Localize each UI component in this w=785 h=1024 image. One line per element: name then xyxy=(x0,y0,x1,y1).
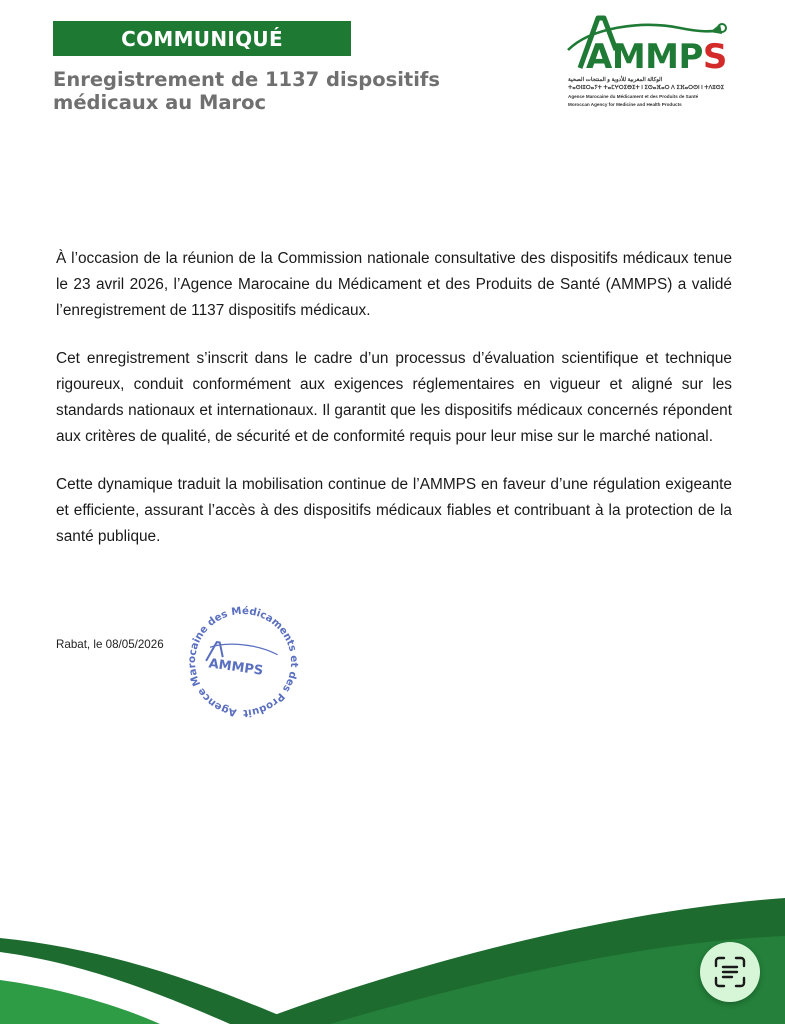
official-stamp xyxy=(176,598,310,726)
stamp-center-text: AMMPS xyxy=(207,656,265,679)
svg-text:Agence Marocaine des Médicamen xyxy=(176,598,299,718)
communique-body xyxy=(56,246,732,572)
logo-tifinagh-line: ⵜⴰⵙⵏⵓⵔⴰⵢⵜ ⵜⴰⵎⵖⵔⵉⴱⵉⵜ ⵏ ⵉⵙⴰⴼⴰⵔ ⴷ ⵉⴼⴰⵔⵙⵏ ⵏ ⵜⴷⵓⵙⵉ xyxy=(568,85,725,91)
paragraph-3: Cette dynamique traduit la mobilisation continue de l’AMMPS en faveur d’une régulation exigeante et efficiente, assurant l’accès à des dispositifs médicaux fiables et contribuant à la protection de la santé publique. xyxy=(56,476,732,545)
logo-english-line: Moroccan Agency for Medicine and Health Products xyxy=(568,102,682,107)
ammps-logo xyxy=(560,10,740,110)
text-scan-icon xyxy=(713,955,747,989)
logo-wordmark: AMMPS xyxy=(586,37,727,77)
date-line: Rabat, le 08/05/2026 xyxy=(56,638,164,651)
logo-french-line: Agence Marocaine du Médicament et des Produits de Santé xyxy=(568,94,699,99)
document-title xyxy=(53,68,493,114)
stamp-ring-text: Agence Marocaine des Médicaments et des Produit xyxy=(186,605,300,719)
title-line-1: Enregistrement de 1137 dispositifs xyxy=(53,68,441,91)
paragraph-1: À l’occasion de la réunion de la Commission nationale consultative des dispositifs médicaux tenue le 23 avril 2026, l’Agence Marocaine du Médicament et des Produits de Santé (AMMPS) a validé l’enregistrement de 1137 dispositifs médicaux. xyxy=(56,250,732,319)
scan-text-button[interactable] xyxy=(700,942,760,1002)
footer-wave-decoration xyxy=(0,880,785,1024)
paragraph-2: Cet enregistrement s’inscrit dans le cadre d’un processus d’évaluation scientifique et technique rigoureux, conduit conformément aux exigences réglementaires en vigueur et aligné sur les standards nationaux et internationaux. Il garantit que les dispositifs médicaux concernés répondent aux critères de qualité, de sécurité et de conformité requis pour leur mise sur le marché national. xyxy=(56,350,732,445)
communique-banner xyxy=(53,21,351,56)
logo-arabic-line: الوكالة المغربية للأدوية و المنتجات الصحية xyxy=(568,77,663,83)
banner-label: COMMUNIQUÉ xyxy=(121,26,283,51)
title-line-2: médicaux au Maroc xyxy=(53,91,267,114)
